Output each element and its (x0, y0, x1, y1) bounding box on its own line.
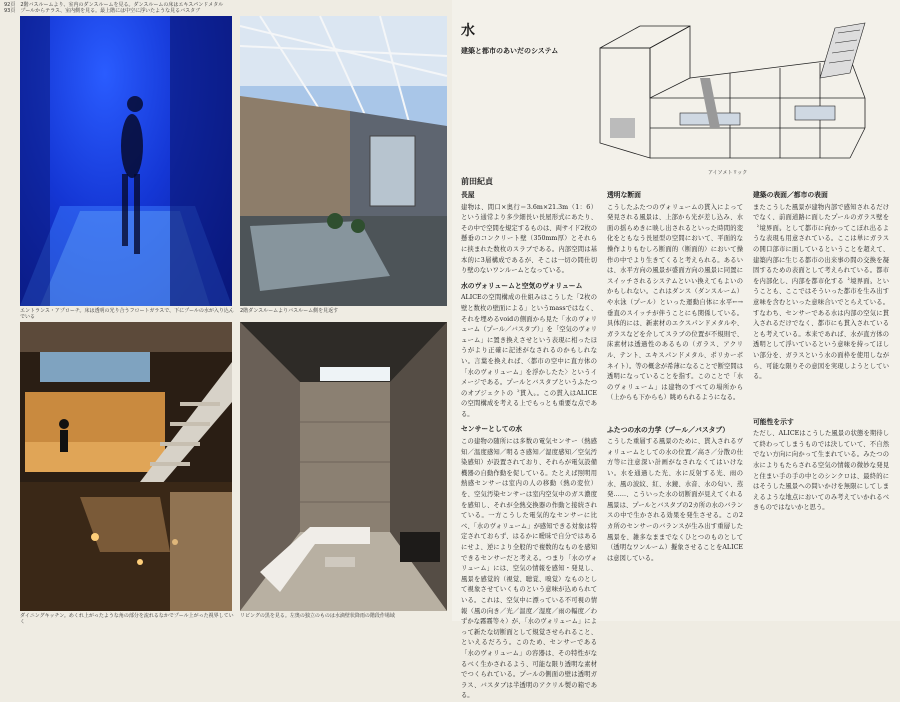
dining-kitchen-photo-graphic (20, 322, 232, 611)
entrance-photo-graphic (20, 16, 232, 306)
section-heading: 建築の表面／都市の表面 (753, 191, 828, 199)
isometric-drawing (580, 18, 890, 170)
photo-living-room (240, 322, 447, 611)
text-column-3 (753, 190, 889, 531)
section-heading: センサーとしての水 (461, 425, 523, 434)
text-column-2 (607, 190, 743, 562)
section-text: こうした重層する風景のために、貫入されるヴォリュームとしての水の位置／高さ／分散の仕方等に注意深い計画がなされなくてはいけない。水を通過した光、水に反射する光、雨の水、風の波紋、紅、水鏡、水音、水の匂い、蒸発……、こういった水の切断面が見えてくれる風景は、プールとバスタブの2カ所の水のバランスの中で生かされる効果を発生させる。この2カ所のセンサーのバランスが生み出す重層した風景を、雑多なままでなくひとつのものとして（透明なワンルーム）擬象させることをALICEは意図している。 (607, 438, 743, 562)
section-heading: 水のヴォリュームと空気のヴォリューム (461, 281, 583, 290)
photo1-caption: エントランス・アプローチ。床は透明の光り合うフロートガラスで、下にプールの水が入り込んでいる (20, 308, 234, 320)
living-room-photo-graphic (240, 322, 447, 611)
dance-room-photo-graphic (240, 16, 447, 306)
section-text: ALICEの空間構成の仕組みはこうした「2枚の壁と数枚の壁面による」というmassではなく、それを埋めるvoidの側面から見た「水のヴォリューム（プール／バスタブ）」を「空気のヴォリューム」に置き換えさせという表現に相ったほうがより正確に記述がなされるのかもしれない。言葉を換えれば、〈都市の空中に直方体の「水のヴォリューム」を浮かしたた〉というイメージである。プールとバスタブというふたつのオブジェクトの〝貫入〟。この貫入はALICEの空間構成を考える上でもっとも重要な点である。 (461, 294, 597, 418)
top-caption-line: 92頁 2階バスルームより、室内のダンスルームを見る。ダンスルームの床はエキスパンドメタル (4, 2, 224, 8)
section-text: ただし、ALICEはこうした風景の状態を期待して終わってしまうものでは決していて、不自然でない方向に向かって生まれている。みたつの水によりもたらされる空気の情報の微妙な発見と住まい手の手の中とのシンクロは、最終的にはそうした風景への問いかけを無限にしてしまえるような地点においてのみ考えていかれるべきものではないかと思う。 (753, 430, 889, 512)
section-text: この建物の随所には多数の電気センサー（熱感知／温度感知／明るさ感知／湿度感知／空気汚染感知）が設置されており、それらが電気設備機器の自動作動を促している。たとえば照明用熱感センサーは室内の人の移動（熱の変位）を、空気汚染センサーは室内空気中のガス濃度を感知し、それが全熱交換器の作動と接続されている。一方こうした電気的なセンサーに比べ、「水のヴォリューム」が感知できる対象は特定されておらず、はるかに曖昧で自分ではあるにせよ、逆により全般的で複数的なものを感知できるセンサーだと考える。つまり「水のヴォリューム」には、空気の情報を感知・発見し、風景を感覚的（視覚、聴覚、嗅覚）なものとして視象させていくものという意味が込められている。これは、空気中に漂っている不可視の情報（風の向き／光／温度／湿度／雨の輻度／わずかな霧霧等々）が、「水のヴォリューム」によって新たな切断面として規覚させられること、といえるだろう。このため、センサーである「水のヴォリューム」の容器は、その特性がなるべく生かされるよう、可能な限り透明な素材でつくられている。プールの側面の壁は透明ガラス、バスタブは半透明のアクリル製の箱である。 (461, 438, 597, 700)
photo2-caption: 2階ダンスルームよりバスルーム側を見返す (240, 308, 339, 314)
section-heading: 透明な断面 (607, 191, 641, 199)
text-column-1 (461, 190, 597, 700)
photo3-caption: ダイニングキッチン。めくれ上がったような角の部分を流れるなかでプール上がった視界していく (20, 613, 234, 625)
isometric-drawing-graphic (580, 18, 890, 170)
photo-dance-room (240, 16, 447, 306)
section-heading: ふたつの水の力学（プール／バスタブ） (607, 425, 730, 434)
section-heading: 長屋 (461, 191, 475, 199)
section-heading: 可能性を示す (753, 417, 794, 426)
drawing-caption: アイソメトリック (708, 170, 748, 176)
photo4-caption: リビングの黒を見る。左奥の独立のものは水滴壁状降雨の階段作場域 (240, 613, 395, 619)
photo-entrance-approach (20, 16, 232, 306)
section-text: 建物は、間口×奥行＝3.6m×21.3m（1：6）という通常より多少細長い長屋形式にあたり、その中で空間を規定するものは、両サイド2枚の懸垂のコンクリート壁（350mm厚）とそれらに挟まれた数枚のスラブである。内部空間は基本的に3層構成であるが、そこは一切の間仕切り壁のないワンルームとなっている。 (461, 203, 597, 275)
section-text: またこうした風景が建物内部で感知されるだけでなく、前面道路に面したプールのガラス壁を〝境界面〟として都市に向かってこぼれ出るような表現も用意されている。ここは単にガラスの開口部市に面しているということを超えて、建築内部に生じる都市の出来事の間の交換を凝固するための表面として考えられている。都市を内部化し、内部を都市化する〝境界面〟ということも、ここではそういった都市を生み出す意味を含むといった意味合いでとらえている。すなわち、センサーである水は内部の空気に貫入されるだけでなく、都市にも貫入されているとも考えている。本来であれば、水が直方体の透明として浮いているという意味を持ってほしい部分を、ガラスという水の面枠を使用しながら、可能な限りその意図を実現しようとしている。 (753, 203, 889, 381)
article-title: 水 (461, 23, 475, 39)
top-caption (4, 2, 444, 14)
author-name: 前田紀貞 (461, 176, 493, 186)
section-text: こうしたふたつのヴォリュームの貫入によって発見される風景は、上部から光が差し込み、水面の揺らめきに映し出されるといった時間的変化をともなう長屋型の空間において、平面的な操作よりもむしろ断面的（断面的）において操作の中でより生きてくると考えられる。あるいは、水平方向の風景が盛面方向の風景に同置にスイッチされるシステムといい換えてもよいのかもしれない。これはダンス（ダンスルーム）や水泳（プール）といった運動自体に水平←→垂直のスイッチが伴うことにも関係している。具体的には、新素材のエクスパンドメタルや、ガラスなどを介してスラブの位置が不規則で、床素材は透過性のあるもの（ガラス、アクリル、テント、エキスパンドメタル、ポリカーボネイト）。等の概念が希薄になることで断空間は透明になっていることを指す。このことで「水のヴォリューム」は建物のすべての場所から（上からも下からも）眺められるようになる。 (607, 203, 743, 402)
top-caption-line: 93頁 プールからテラス、室内側を見る。最上階には中空に浮いたような見るバスタブ (4, 8, 201, 14)
photo-dining-kitchen (20, 322, 232, 611)
article-subtitle: 建築と都市のあいだのシステム (461, 47, 559, 55)
